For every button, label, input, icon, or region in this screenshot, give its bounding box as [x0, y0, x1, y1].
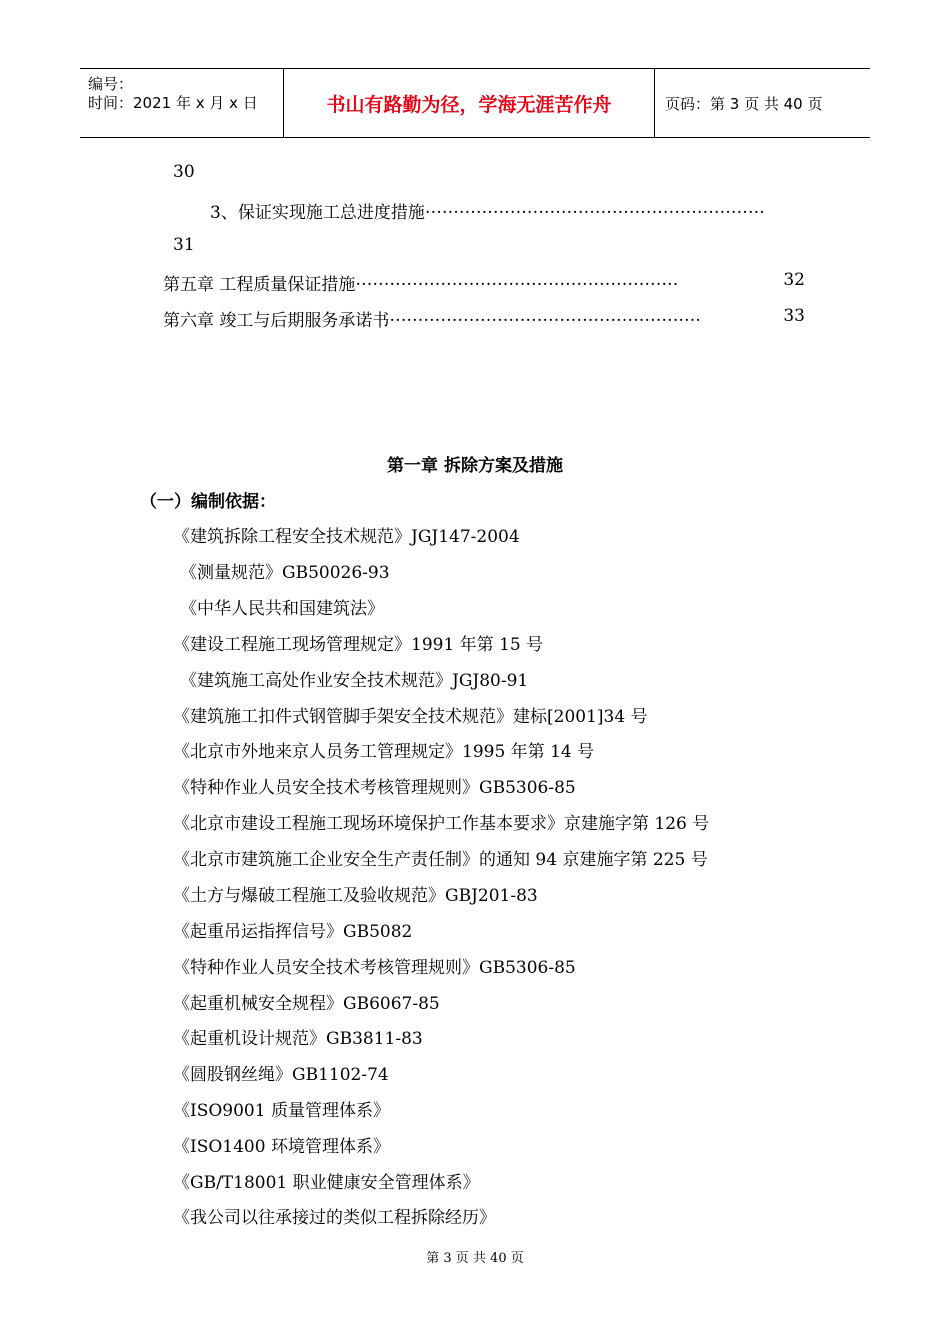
- reference-item: 《北京市建筑施工企业安全生产责任制》的通知 94 京建施字第 225 号: [173, 850, 708, 870]
- header-motto: 书山有路勤为径，学海无涯苦作舟: [284, 69, 655, 137]
- reference-item: 《土方与爆破工程施工及验收规范》GBJ201-83: [173, 886, 538, 906]
- reference-item: 《起重机械安全规程》GB6067-85: [173, 994, 440, 1014]
- toc-chapter-6-label: 第六章 竣工与后期服务承诺书: [163, 311, 390, 331]
- toc-chapter-6-leader: ……………………………………………….: [389, 306, 701, 326]
- chapter-title: 第一章 拆除方案及措施: [387, 456, 563, 476]
- reference-item: 《测量规范》GB50026-93: [180, 563, 390, 583]
- header-page-info: 页码：第 3 页 共 40 页: [665, 94, 823, 113]
- reference-item: 《GB/T18001 职业健康安全管理体系》: [173, 1173, 480, 1193]
- reference-item: 《特种作业人员安全技术考核管理规则》GB5306-85: [173, 778, 576, 798]
- reference-item: 《起重机设计规范》GB3811-83: [173, 1029, 423, 1049]
- reference-item: 《我公司以往承接过的类似工程拆除经历》: [173, 1208, 496, 1228]
- toc-chapter-5: [163, 270, 805, 295]
- reference-item: 《特种作业人员安全技术考核管理规则》GB5306-85: [173, 958, 576, 978]
- toc-chapter-5-leader: …………………………………………………: [355, 270, 679, 290]
- header-meta: [80, 69, 284, 137]
- reference-item: 《北京市建设工程施工现场环境保护工作基本要求》京建施字第 126 号: [173, 814, 710, 834]
- toc-item-3-leader: ……………………………………………………: [424, 198, 765, 218]
- reference-item: 《中华人民共和国建筑法》: [180, 599, 384, 619]
- toc-carry-page-2: 31: [173, 235, 195, 255]
- reference-item: 《建筑拆除工程安全技术规范》JGJ147-2004: [173, 527, 520, 547]
- reference-item: 《起重吊运指挥信号》GB5082: [173, 922, 413, 942]
- toc-item-3-label: 3、保证实现施工总进度措施: [210, 203, 425, 223]
- reference-item: 《ISO1400 环境管理体系》: [173, 1137, 390, 1157]
- document-number: 编号：: [88, 75, 134, 93]
- reference-item: 《建设工程施工现场管理规定》1991 年第 15 号: [173, 635, 544, 655]
- document-date: 时间：2021 年 x 月 x 日: [88, 94, 258, 112]
- toc-chapter-6: [163, 306, 805, 331]
- reference-item: 《ISO9001 质量管理体系》: [173, 1101, 390, 1121]
- page-footer: 第 3 页 共 40 页: [426, 1251, 524, 1266]
- toc-item-3: [210, 198, 805, 223]
- toc-chapter-6-page: 33: [783, 306, 805, 326]
- toc-chapter-5-page: 32: [783, 270, 805, 290]
- reference-item: 《建筑施工扣件式钢管脚手架安全技术规范》建标[2001]34 号: [173, 707, 648, 727]
- reference-item: 《圆股钢丝绳》GB1102-74: [173, 1065, 389, 1085]
- reference-item: 《北京市外地来京人员务工管理规定》1995 年第 14 号: [173, 742, 595, 762]
- toc-carry-page-1: 30: [173, 162, 195, 182]
- page-header: [80, 68, 870, 138]
- section-title: （一）编制依据：: [140, 492, 276, 512]
- reference-item: 《建筑施工高处作业安全技术规范》JGJ80-91: [180, 671, 529, 691]
- toc-chapter-5-label: 第五章 工程质量保证措施: [163, 275, 356, 295]
